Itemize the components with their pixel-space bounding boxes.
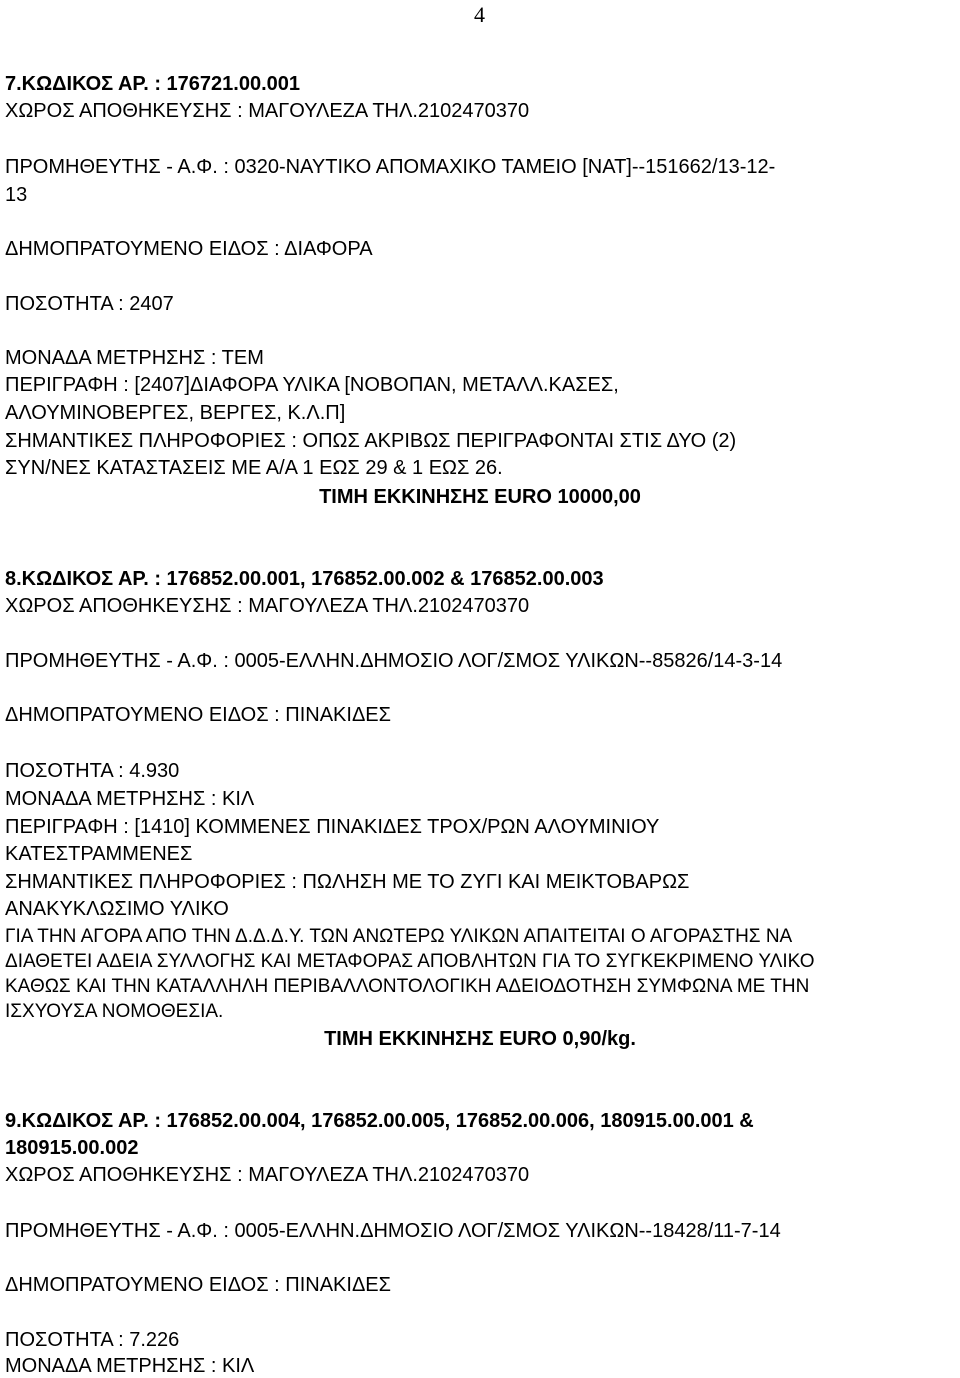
quantity: ΠΟΣΟΤΗΤΑ : 4.930 xyxy=(5,760,180,782)
starting-price: ΤΙΜΗ ΕΚΚΙΝΗΣΗΣ EURO 10000,00 xyxy=(319,486,641,508)
description: ΠΕΡΙΓΡΑΦΗ : [1410] ΚΟΜΜΕΝΕΣ ΠΙΝΑΚΙΔΕΣ ΤΡΟΧ/ΡΩΝ ΑΛΟΥΜΙΝΙΟΥ xyxy=(5,816,660,838)
page-number: 4 xyxy=(474,2,485,27)
important-info-continued: ΣΥΝ/ΝΕΣ ΚΑΤΑΣΤΑΣΕΙΣ ΜΕ Α/Α 1 ΕΩΣ 29 & 1 ΕΩΣ 26. xyxy=(5,457,503,479)
important-info: ΣΗΜΑΝΤΙΚΕΣ ΠΛΗΡΟΦΟΡΙΕΣ : ΟΠΩΣ ΑΚΡΙΒΩΣ ΠΕΡΙΓΡΑΦΟΝΤΑΙ ΣΤΙΣ ΔΥΟ (2) xyxy=(5,430,737,452)
unit-of-measure: ΜΟΝΑΔΑ ΜΕΤΡΗΣΗΣ : ΤΕΜ xyxy=(5,347,264,369)
unit-of-measure: ΜΟΝΑΔΑ ΜΕΤΡΗΣΗΣ : ΚΙΛ xyxy=(5,788,255,810)
description-continued: ΚΑΤΕΣΤΡΑΜΜΕΝΕΣ xyxy=(5,843,193,865)
item-type: ΔΗΜΟΠΡΑΤΟΥΜΕΝΟ ΕΙΔΟΣ : ΠΙΝΑΚΙΔΕΣ xyxy=(5,1274,392,1296)
storage-location: ΧΩΡΟΣ ΑΠΟΘΗΚΕΥΣΗΣ : ΜΑΓΟΥΛΕΖΑ ΤΗΛ.2102470370 xyxy=(5,595,530,617)
item-code-continued: 180915.00.002 xyxy=(5,1137,139,1159)
item-code: 9.ΚΩΔΙΚΟΣ ΑΡ. : 176852.00.004, 176852.00.005, 176852.00.006, 180915.00.001 & xyxy=(5,1110,754,1132)
supplier: ΠΡΟΜΗΘΕΥΤΗΣ - Α.Φ. : 0005-ΕΛΛΗΝ.ΔΗΜΟΣΙΟ ΛΟΓ/ΣΜΟΣ ΥΛΙΚΩΝ--18428/11-7-14 xyxy=(5,1220,781,1242)
item-type: ΔΗΜΟΠΡΑΤΟΥΜΕΝΟ ΕΙΔΟΣ : ΔΙΑΦΟΡΑ xyxy=(5,238,373,260)
storage-location: ΧΩΡΟΣ ΑΠΟΘΗΚΕΥΣΗΣ : ΜΑΓΟΥΛΕΖΑ ΤΗΛ.2102470370 xyxy=(5,100,530,122)
item-code: 8.ΚΩΔΙΚΟΣ ΑΡ. : 176852.00.001, 176852.00.002 & 176852.00.003 xyxy=(5,568,604,590)
supplier-continued: 13 xyxy=(5,184,28,206)
important-info-continued: ΑΝΑΚΥΚΛΩΣΙΜΟ ΥΛΙΚΟ xyxy=(5,898,229,920)
legal-note: ΓΙΑ ΤΗΝ ΑΓΟΡΑ ΑΠΟ ΤΗΝ Δ.Δ.Δ.Υ. ΤΩΝ ΑΝΩΤΕΡΩ ΥΛΙΚΩΝ ΑΠΑΙΤΕΙΤΑΙ Ο ΑΓΟΡΑΣΤΗΣ ΝΑ xyxy=(5,926,793,947)
important-info: ΣΗΜΑΝΤΙΚΕΣ ΠΛΗΡΟΦΟΡΙΕΣ : ΠΩΛΗΣΗ ΜΕ ΤΟ ΖΥΓΙ ΚΑΙ ΜΕΙΚΤΟΒΑΡΩΣ xyxy=(5,871,690,893)
quantity: ΠΟΣΟΤΗΤΑ : 7.226 xyxy=(5,1329,180,1351)
item-type: ΔΗΜΟΠΡΑΤΟΥΜΕΝΟ ΕΙΔΟΣ : ΠΙΝΑΚΙΔΕΣ xyxy=(5,704,392,726)
legal-note-line-2: ΔΙΑΘΕΤΕΙ ΑΔΕΙΑ ΣΥΛΛΟΓΗΣ ΚΑΙ ΜΕΤΑΦΟΡΑΣ ΑΠΟΒΛΗΤΩΝ ΓΙΑ ΤΟ ΣΥΓΚΕΚΡΙΜΕΝΟ ΥΛΙΚΟ xyxy=(5,951,815,972)
starting-price: ΤΙΜΗ ΕΚΚΙΝΗΣΗΣ EURO 0,90/kg. xyxy=(324,1028,636,1050)
unit-of-measure: ΜΟΝΑΔΑ ΜΕΤΡΗΣΗΣ : ΚΙΛ xyxy=(5,1355,255,1377)
description: ΠΕΡΙΓΡΑΦΗ : [2407]ΔΙΑΦΟΡΑ ΥΛΙΚΑ [ΝΟΒΟΠΑΝ, ΜΕΤΑΛΛ.ΚΑΣΕΣ, xyxy=(5,374,619,396)
quantity: ΠΟΣΟΤΗΤΑ : 2407 xyxy=(5,293,174,315)
supplier: ΠΡΟΜΗΘΕΥΤΗΣ - Α.Φ. : 0005-ΕΛΛΗΝ.ΔΗΜΟΣΙΟ ΛΟΓ/ΣΜΟΣ ΥΛΙΚΩΝ--85826/14-3-14 xyxy=(5,650,783,672)
legal-note-line-4: ΙΣΧΥΟΥΣΑ ΝΟΜΟΘΕΣΙΑ. xyxy=(5,1001,224,1022)
supplier: ΠΡΟΜΗΘΕΥΤΗΣ - Α.Φ. : 0320-ΝΑΥΤΙΚΟ ΑΠΟΜΑΧΙΚΟ ΤΑΜΕΙΟ [ΝΑΤ]--151662/13-12- xyxy=(5,156,776,178)
storage-location: ΧΩΡΟΣ ΑΠΟΘΗΚΕΥΣΗΣ : ΜΑΓΟΥΛΕΖΑ ΤΗΛ.2102470370 xyxy=(5,1164,530,1186)
legal-note-line-3: ΚΑΘΩΣ ΚΑΙ ΤΗΝ ΚΑΤΑΛΛΗΛΗ ΠΕΡΙΒΑΛΛΟΝΤΟΛΟΓΙΚΗ ΑΔΕΙΟΔΟΤΗΣΗ ΣΥΜΦΩΝΑ ΜΕ ΤΗΝ xyxy=(5,976,810,997)
item-code: 7.ΚΩΔΙΚΟΣ ΑΡ. : 176721.00.001 xyxy=(5,73,301,95)
description-continued: ΑΛΟΥΜΙΝΟΒΕΡΓΕΣ, ΒΕΡΓΕΣ, Κ.Λ.Π] xyxy=(5,402,346,424)
